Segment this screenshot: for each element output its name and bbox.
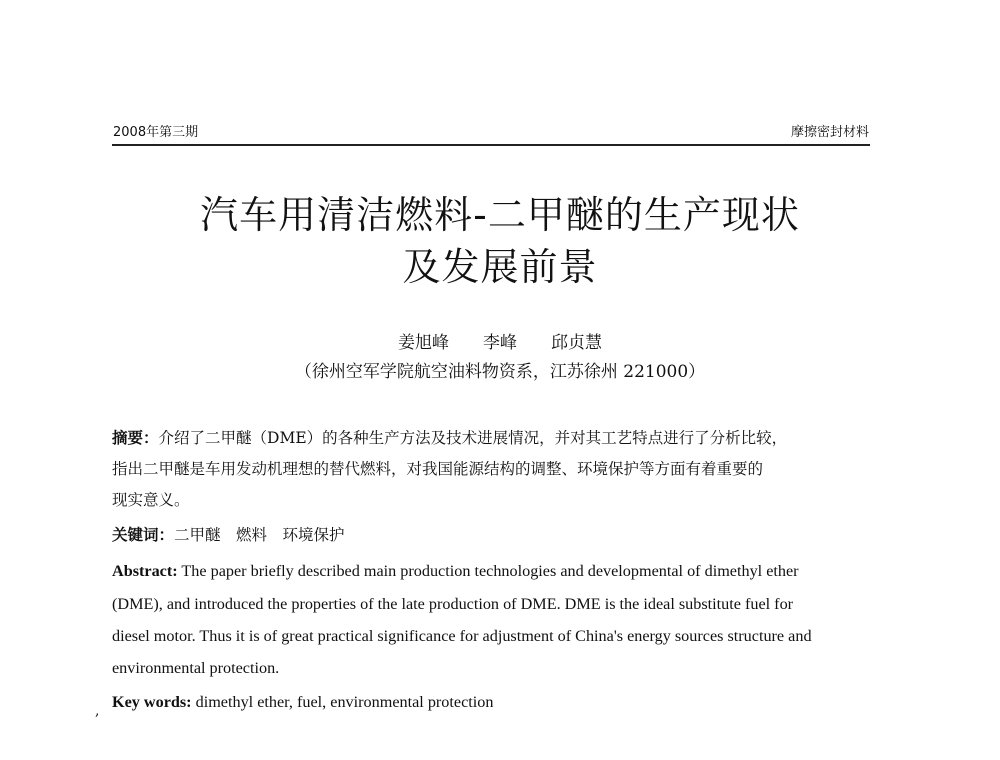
abstract-en-line: diesel motor. Thus it is of great practical significance for adjustment of China's energy sources structure and: [112, 627, 812, 645]
abstract-cn-line: [112, 426, 872, 448]
abstract-en-line: (DME), and introduced the properties of the late production of DME. DME is the ideal substitute fuel for: [112, 595, 794, 613]
abstract-cn-line: 指出二甲醚是车用发动机理想的替代燃料，对我国能源结构的调整、环境保护等方面有着重要的: [112, 460, 764, 478]
header-rule: [112, 144, 870, 146]
journal-name: 摩擦密封材料: [790, 125, 869, 140]
abstract-cn-line: 现实意义。: [112, 491, 190, 509]
keywords-en-label: Key words:: [112, 693, 192, 711]
abstract-en-line: environmental protection.: [112, 659, 280, 677]
abstract-cn-label: 摘要：: [112, 428, 159, 447]
title-line-1: 汽车用清洁燃料-二甲醚的生产现状: [200, 193, 800, 237]
keywords-cn-label: 关键词：: [112, 525, 175, 544]
abstract-en-line: [112, 562, 872, 581]
keywords-cn: [112, 523, 872, 545]
keywords-cn-text: 二甲醚 燃料 环境保护: [174, 526, 345, 544]
title-line-2: 及发展前景: [402, 245, 598, 289]
journal-issue: 2008年第三期: [113, 125, 199, 140]
affiliation: （徐州空军学院航空油料物资系，江苏徐州 221000）: [294, 362, 706, 382]
stray-mark: ,: [95, 703, 100, 719]
abstract-cn-text: 介绍了二甲醚（DME）的各种生产方法及技术进展情况，并对其工艺特点进行了分析比较，: [158, 429, 788, 447]
abstract-en-text: The paper briefly described main production technologies and developmental of dimethyl ether: [177, 562, 799, 580]
abstract-en-label: Abstract:: [112, 562, 178, 580]
authors: 姜旭峰 李峰 邱贞慧: [398, 333, 602, 353]
keywords-en: [112, 693, 872, 712]
keywords-en-text: dimethyl ether, fuel, environmental protection: [191, 693, 494, 711]
